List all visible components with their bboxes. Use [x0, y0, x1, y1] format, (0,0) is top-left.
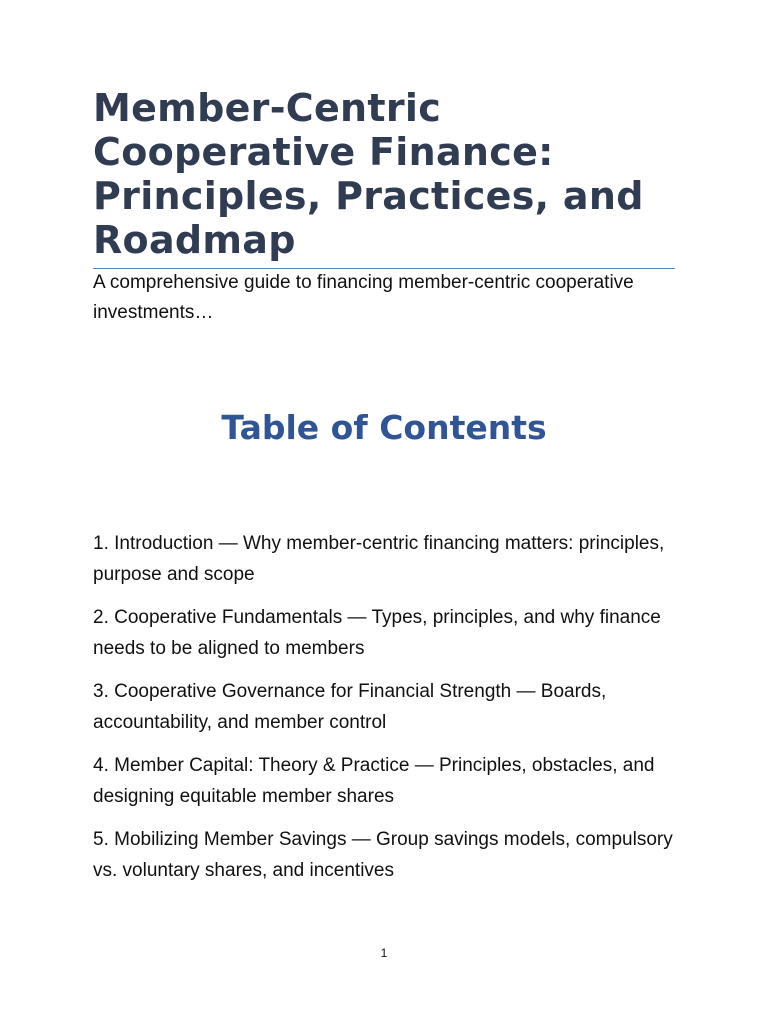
toc-item-5: 5. Mobilizing Member Savings — Group savings models, compulsory vs. voluntary shares, and incentives: [93, 829, 673, 881]
toc-item-4: 4. Member Capital: Theory & Practice — Principles, obstacles, and designing equitable member shares: [93, 755, 655, 807]
toc-item-1: 1. Introduction — Why member-centric financing matters: principles, purpose and scope: [93, 533, 665, 585]
toc-heading: Table of Contents: [221, 408, 547, 447]
page-number: 1: [380, 946, 388, 960]
document-subtitle: A comprehensive guide to financing member-centric cooperative investments…: [93, 272, 634, 323]
toc-item-2: 2. Cooperative Fundamentals — Types, principles, and why finance needs to be aligned to members: [93, 607, 661, 659]
document-title: Member-Centric Cooperative Finance: Principles, Practices, and Roadmap: [93, 86, 644, 262]
toc-item-3: 3. Cooperative Governance for Financial Strength — Boards, accountability, and member control: [93, 681, 607, 733]
table-of-contents: [93, 529, 693, 899]
